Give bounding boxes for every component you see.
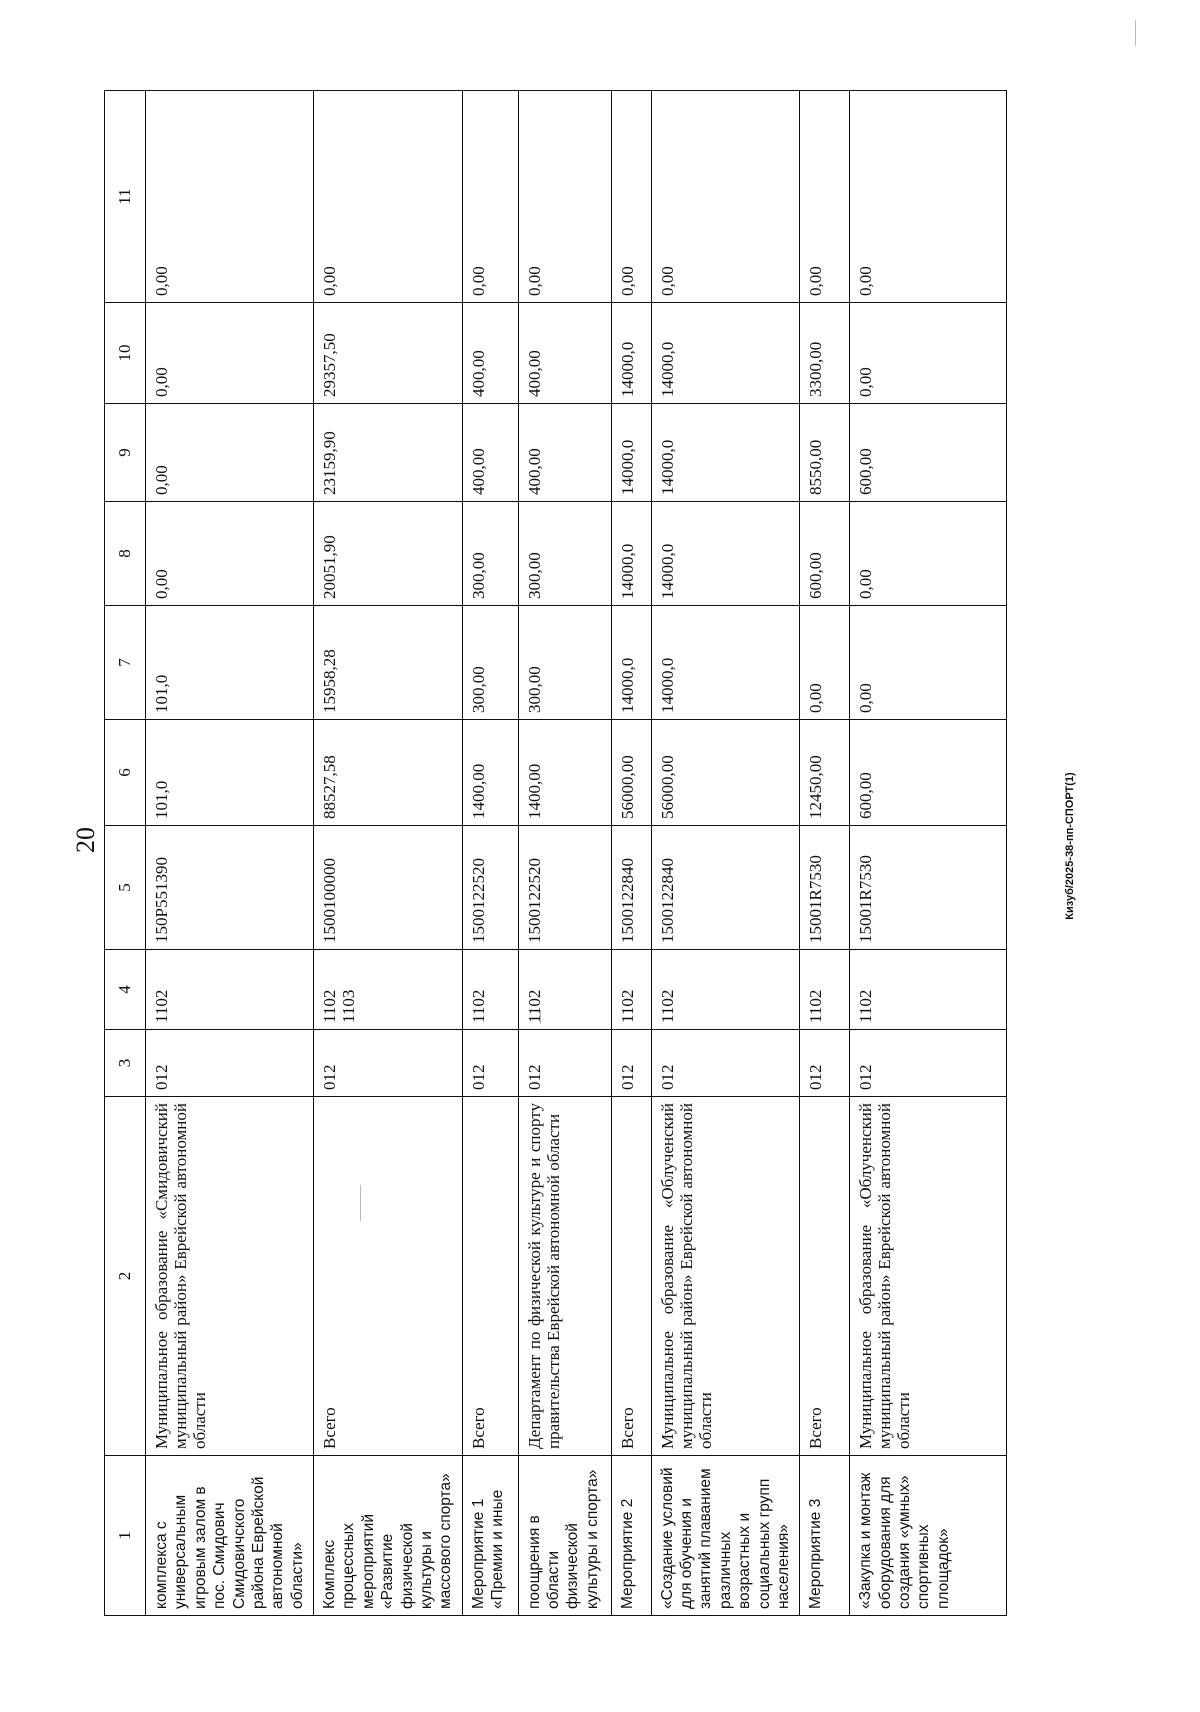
amount-year-cell: 0,00	[462, 91, 518, 303]
program-name-cell: Мероприятие 2	[611, 1456, 651, 1616]
header-row	[105, 91, 146, 1616]
amount-year-cell: 101,0	[146, 606, 314, 720]
amount-year-cell: 400,00	[462, 303, 518, 404]
amount-year-cell: 0,00	[800, 606, 850, 720]
header-cell: 4	[105, 950, 146, 1030]
ministry-code-cell: 012	[146, 1030, 314, 1097]
header-cell: 8	[105, 502, 146, 606]
ministry-code-cell: 012	[611, 1030, 651, 1097]
ministry-code-cell: 012	[850, 1030, 1007, 1097]
section-code-cell	[518, 950, 611, 1030]
amount-year-cell: 23159,90	[314, 404, 463, 502]
header-cell: 11	[105, 91, 146, 303]
scan-artifact	[1135, 20, 1136, 46]
amount-year-cell: 400,00	[518, 303, 611, 404]
amount-year-cell: 0,00	[146, 502, 314, 606]
program-name-cell: «Создание условий для обучения и занятий плаванием различных возрастных и социальных групп населения»	[651, 1456, 800, 1616]
ministry-code-cell: 012	[651, 1030, 800, 1097]
amount-total-cell: 56000,00	[651, 720, 800, 826]
executor-cell: Муниципальное образование «Смидовичский муниципальный район» Еврейской автономной области	[146, 1097, 314, 1456]
target-article-cell: 15001R7530	[800, 826, 850, 950]
amount-total-cell: 1400,00	[518, 720, 611, 826]
executor-cell: Муниципальное образование «Облученский муниципальный район» Еврейской автономной области	[651, 1097, 800, 1456]
section-code: 1102	[657, 989, 677, 1023]
document-code: Кизуб/2025-38-пп-СПОРТ(1)	[1064, 772, 1076, 920]
section-code-cell	[314, 950, 463, 1030]
header-cell: 7	[105, 606, 146, 720]
executor-cell: Муниципальное образование «Облученский муниципальный район» Еврейской автономной области	[850, 1097, 1007, 1456]
amount-year-cell: 0,00	[850, 91, 1007, 303]
program-name-cell: Мероприятие 1 «Премии и иные	[462, 1456, 518, 1616]
amount-total-cell: 1400,00	[462, 720, 518, 826]
amount-total-cell: 101,0	[146, 720, 314, 826]
amount-year-cell: 14000,0	[651, 303, 800, 404]
table-row	[518, 91, 611, 1616]
table-row	[314, 91, 463, 1616]
amount-year-cell: 0,00	[850, 502, 1007, 606]
amount-year-cell: 14000,0	[611, 303, 651, 404]
amount-year-cell: 0,00	[651, 91, 800, 303]
target-article-cell: 1500122840	[651, 826, 800, 950]
executor-cell: Всего	[462, 1097, 518, 1456]
budget-table	[104, 90, 1007, 1616]
amount-total-cell: 88527,58	[314, 720, 463, 826]
amount-year-cell: 20051,90	[314, 502, 463, 606]
amount-year-cell: 0,00	[146, 404, 314, 502]
target-article-cell: 150P551390	[146, 826, 314, 950]
amount-year-cell: 0,00	[146, 303, 314, 404]
amount-year-cell: 400,00	[518, 404, 611, 502]
executor-cell: Всего	[800, 1097, 850, 1456]
amount-year-cell: 15958,28	[314, 606, 463, 720]
program-name-cell: комплекса с универсальным игровым залом в пос. Смидович Смидовичского района Еврейской автономной области»	[146, 1456, 314, 1616]
amount-year-cell: 0,00	[518, 91, 611, 303]
section-code: 1102	[856, 989, 876, 1023]
amount-year-cell: 0,00	[850, 303, 1007, 404]
amount-year-cell: 14000,0	[651, 404, 800, 502]
table-row	[146, 91, 314, 1616]
table-row	[850, 91, 1007, 1616]
amount-year-cell: 29357,50	[314, 303, 463, 404]
executor-cell: Департамент по физической культуре и спорту правительства Еврейской автономной области	[518, 1097, 611, 1456]
section-code: 1102	[524, 989, 544, 1023]
section-code: 1102	[806, 989, 826, 1023]
amount-year-cell: 0,00	[146, 91, 314, 303]
header-cell: 6	[105, 720, 146, 826]
section-code: 1103	[339, 989, 359, 1023]
header-cell: 2	[105, 1097, 146, 1456]
amount-year-cell: 600,00	[850, 404, 1007, 502]
amount-year-cell: 400,00	[462, 404, 518, 502]
section-code: 1102	[320, 989, 339, 1023]
amount-year-cell: 300,00	[518, 502, 611, 606]
amount-year-cell: 0,00	[850, 606, 1007, 720]
amount-year-cell: 0,00	[611, 91, 651, 303]
header-cell: 10	[105, 303, 146, 404]
table-row	[611, 91, 651, 1616]
header-cell: 9	[105, 404, 146, 502]
amount-year-cell: 3300,00	[800, 303, 850, 404]
ministry-code-cell: 012	[800, 1030, 850, 1097]
program-name-cell: поощрения в области физической культуры и спорта»	[518, 1456, 611, 1616]
amount-total-cell: 56000,00	[611, 720, 651, 826]
amount-year-cell: 14000,0	[611, 404, 651, 502]
target-article-cell: 15001R7530	[850, 826, 1007, 950]
amount-year-cell: 0,00	[800, 91, 850, 303]
amount-year-cell: 14000,0	[611, 606, 651, 720]
target-article-cell: 1500122840	[611, 826, 651, 950]
page-number: 20	[71, 827, 100, 853]
amount-year-cell: 300,00	[518, 606, 611, 720]
section-code: 1102	[152, 989, 171, 1023]
amount-year-cell: 300,00	[462, 502, 518, 606]
header-cell: 5	[105, 826, 146, 950]
amount-year-cell: 14000,0	[611, 502, 651, 606]
amount-year-cell: 0,00	[314, 91, 463, 303]
section-code-cell	[850, 950, 1007, 1030]
executor-cell: Всего	[314, 1097, 463, 1456]
ministry-code-cell: 012	[462, 1030, 518, 1097]
target-article-cell: 1500100000	[314, 826, 463, 950]
section-code-cell	[651, 950, 800, 1030]
budget-table-rotated	[104, 91, 1007, 1616]
section-code: 1102	[468, 989, 488, 1023]
target-article-cell: 1500122520	[462, 826, 518, 950]
program-name-cell: Комплекс процессных мероприятий «Развитие физической культуры и массового спорта»	[314, 1456, 463, 1616]
section-code-cell	[611, 950, 651, 1030]
amount-year-cell: 14000,0	[651, 606, 800, 720]
amount-total-cell: 600,00	[850, 720, 1007, 826]
ministry-code-cell: 012	[314, 1030, 463, 1097]
amount-year-cell: 8550,00	[800, 404, 850, 502]
amount-year-cell: 300,00	[462, 606, 518, 720]
table-row	[651, 91, 800, 1616]
ministry-code-cell: 012	[518, 1030, 611, 1097]
amount-total-cell: 12450,00	[800, 720, 850, 826]
table-row	[800, 91, 850, 1616]
target-article-cell: 1500122520	[518, 826, 611, 950]
section-code-cell	[146, 950, 314, 1030]
section-code: 1102	[617, 989, 637, 1023]
program-name-cell: «Закупка и монтаж оборудования для создания «умных» спортивных площадок»	[850, 1456, 1007, 1616]
section-code-cell	[800, 950, 850, 1030]
section-code-cell	[462, 950, 518, 1030]
executor-cell: Всего	[611, 1097, 651, 1456]
amount-year-cell: 14000,0	[651, 502, 800, 606]
amount-year-cell: 600,00	[800, 502, 850, 606]
header-cell: 3	[105, 1030, 146, 1097]
table-row	[462, 91, 518, 1616]
header-cell: 1	[105, 1456, 146, 1616]
program-name-cell: Мероприятие 3	[800, 1456, 850, 1616]
